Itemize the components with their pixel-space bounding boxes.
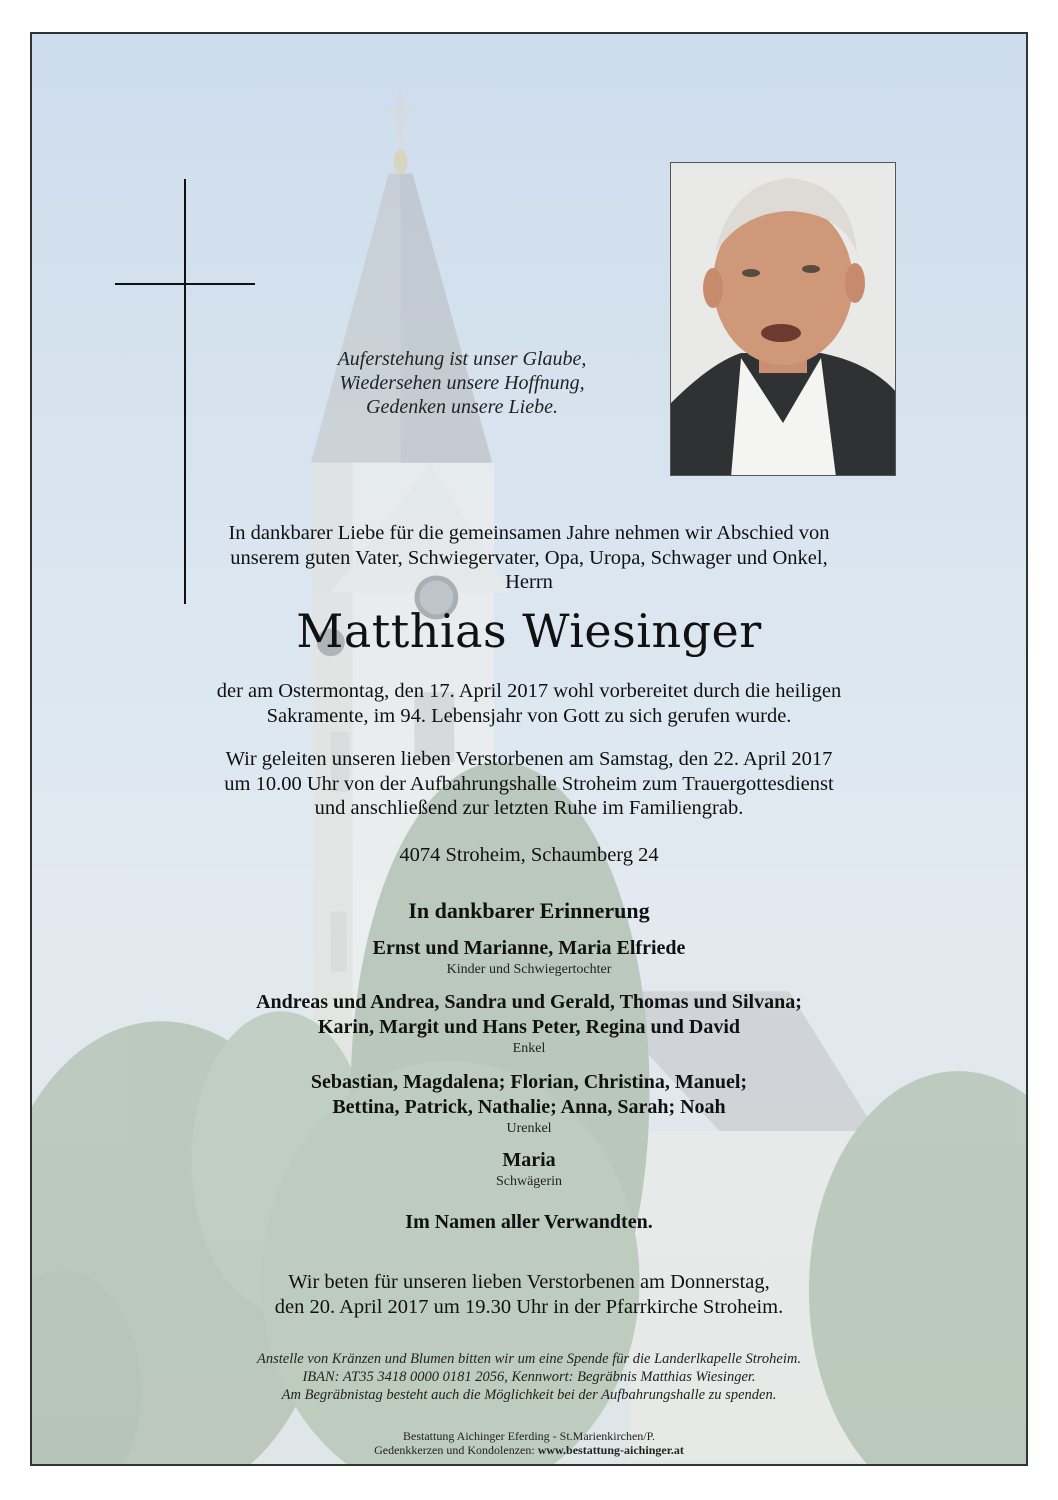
- mourner-names: Bettina, Patrick, Nathalie; Anna, Sarah; Noah: [332, 1096, 726, 1118]
- mourner-names: Ernst und Marianne, Maria Elfriede: [372, 937, 686, 959]
- prayer-line: den 20. April 2017 um 19.30 Uhr in der Pfarrkirche Stroheim.: [274, 1295, 784, 1318]
- death-notice-line: der am Ostermontag, den 17. April 2017 wohl vorbereitet durch die heiligen: [216, 680, 842, 702]
- intro-line: unserem guten Vater, Schwiegervater, Opa, Uropa, Schwager und Onkel,: [230, 546, 828, 569]
- intro-paragraph: [32, 521, 1026, 595]
- motto-line: Auferstehung ist unser Glaube,: [337, 348, 587, 370]
- funeral-line: Wir geleiten unseren lieben Verstorbenen am Samstag, den 22. April 2017: [225, 748, 833, 770]
- mourner-group: [32, 936, 1026, 978]
- funeral-line: und anschließend zur letzten Ruhe im Familiengrab.: [314, 797, 744, 819]
- website-link[interactable]: www.bestattung-aichinger.at: [537, 1443, 684, 1457]
- remembrance-heading: In dankbarer Erinnerung: [408, 898, 650, 923]
- funeral-line: um 10.00 Uhr von der Aufbahrungshalle Stroheim zum Trauergottesdienst: [224, 772, 834, 795]
- mourner-names: Sebastian, Magdalena; Florian, Christina, Manuel;: [310, 1071, 748, 1093]
- death-notice: [32, 679, 1026, 728]
- mourner-relation: Enkel: [512, 1041, 546, 1056]
- mourner-group: [32, 1148, 1026, 1190]
- mourner-relation: Schwägerin: [495, 1174, 563, 1189]
- intro-line: In dankbarer Liebe für die gemeinsamen Jahre nehmen wir Abschied von: [228, 522, 830, 544]
- intro-line: Herrn: [505, 571, 553, 593]
- motto-line: Wiedersehen unsere Hoffnung,: [339, 372, 585, 394]
- deceased-name: Matthias Wiesinger: [296, 604, 762, 658]
- mourner-names: Karin, Margit und Hans Peter, Regina und David: [317, 1016, 741, 1038]
- prayer-line: Wir beten für unseren lieben Verstorbenen am Donnerstag,: [288, 1271, 770, 1293]
- mourner-names: Maria: [502, 1149, 556, 1171]
- mourner-relation: Kinder und Schwiegertochter: [446, 962, 612, 977]
- closing-line: Im Namen aller Verwandten.: [405, 1211, 653, 1233]
- donation-line: Am Begräbnistag besteht auch die Möglichkeit bei der Aufbahrungshalle zu spenden.: [281, 1387, 777, 1403]
- donation-note: [32, 1350, 1026, 1404]
- donation-line: Anstelle von Kränzen und Blumen bitten wir um eine Spende für die Landerlkapelle Stroheim.: [257, 1351, 801, 1367]
- portrait-photo: [670, 162, 896, 476]
- motto-line: Gedenken unsere Liebe.: [366, 396, 558, 418]
- death-notice-line: Sakramente, im 94. Lebensjahr von Gott zu sich gerufen wurde.: [266, 704, 792, 727]
- mourner-names: Andreas und Andrea, Sandra und Gerald, Thomas und Silvana;: [256, 991, 802, 1013]
- footer: [32, 1429, 1026, 1457]
- funeral-details: [32, 747, 1026, 821]
- address: 4074 Stroheim, Schaumberg 24: [399, 844, 659, 866]
- condolence-label: Gedenkkerzen und Kondolenzen:: [374, 1443, 538, 1457]
- undertaker-name: Bestattung Aichinger Eferding - St.Marienkirchen/P.: [403, 1429, 655, 1443]
- obituary-card: [30, 32, 1028, 1466]
- donation-line: IBAN: AT35 3418 0000 0181 2056, Kennwort: Begräbnis Matthias Wiesinger.: [302, 1369, 756, 1385]
- motto-verse: [282, 347, 642, 419]
- mourner-relation: Urenkel: [506, 1121, 552, 1136]
- condolence-info: [32, 1443, 1026, 1457]
- mourner-group: [32, 1070, 1026, 1137]
- prayer-notice: [32, 1270, 1026, 1319]
- mourner-group: [32, 990, 1026, 1057]
